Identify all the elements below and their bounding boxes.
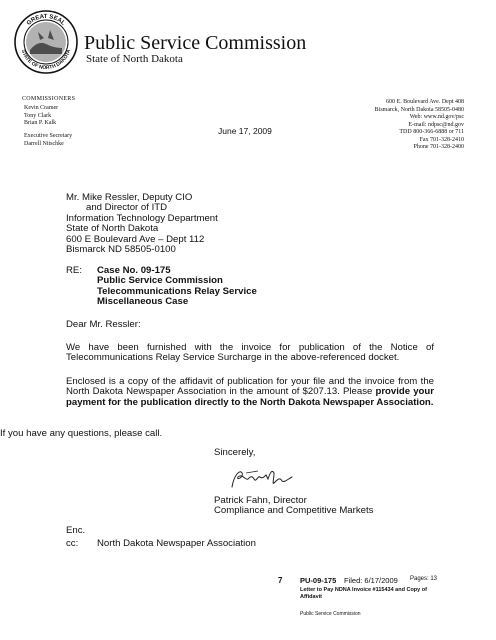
org-subtitle: State of North Dakota — [86, 53, 183, 65]
recipient-line: Information Technology Department — [66, 212, 218, 224]
state-seal-logo — [14, 10, 78, 74]
commissioners-heading: COMMISSIONERS — [22, 96, 76, 102]
address-line: Phone 701-328-2400 — [413, 144, 464, 150]
signer-title: Compliance and Competitive Markets — [214, 505, 374, 517]
stamp-description: Letter to Pay NDNA Invoice #115434 and Copy of Affidavit — [300, 587, 427, 600]
handwritten-signature — [228, 465, 298, 493]
re-line: Public Service Commission — [97, 275, 223, 287]
body-paragraph: We have been furnished with the invoice for publication of the Notice of Telecommunications Relay Service Surcharge in the above-referenced docket. — [66, 342, 434, 364]
address-line: Web: www.nd.gov/psc — [409, 114, 464, 120]
signer-block — [214, 496, 373, 517]
stamp-footer: Public Service Commission — [300, 611, 361, 617]
recipient-line: Bismarck ND 58505-0100 — [66, 244, 176, 256]
enclosure-note: Enc. — [66, 525, 86, 536]
seal-text-top: GREAT SEAL — [26, 13, 66, 27]
stamp-page-count: Pages: 13 — [410, 576, 438, 582]
address-line: 600 E. Boulevard Ave. Dept 408 — [385, 99, 464, 105]
salutation: Dear Mr. Ressler: — [66, 319, 141, 330]
re-subject-block — [97, 266, 257, 308]
recipient-line: State of North Dakota — [66, 223, 159, 235]
cc-recipient: North Dakota Newspaper Association — [97, 538, 256, 549]
paragraph-text: Enclosed is a copy of the affidavit of publication for your file and the invoice from the North Dakota Newspaper Association in the amount of $207.13. Please — [66, 376, 434, 398]
signer-name: Patrick Fahn, Director — [214, 495, 307, 506]
address-line: Fax 701-328-2410 — [419, 136, 464, 143]
address-line: Bismarck, North Dakota 58505-0480 — [374, 106, 464, 113]
re-line: Miscellaneous Case — [97, 296, 189, 308]
re-line: Case No. 09-175 — [97, 265, 171, 276]
recipient-block — [66, 193, 218, 255]
recipient-line: Mr. Mike Ressler, Deputy CIO — [66, 192, 193, 203]
recipient-line: and Director of ITD — [86, 202, 168, 214]
seal-text-bottom: STATE OF NORTH DAKOTA — [19, 48, 73, 72]
commissioner-name: Kevin Cramer — [24, 105, 59, 111]
re-line: Telecommunications Relay Service — [97, 285, 257, 297]
commissioner-name: Tony Clark — [24, 112, 52, 119]
address-line: TDD 800-366-6888 or 711 — [399, 129, 464, 135]
address-block — [375, 99, 464, 152]
cc-label: cc: — [66, 538, 79, 549]
body-paragraph: If you have any questions, please call. — [0, 428, 163, 439]
paragraph-bold-text: provide your payment for the publication directly to the North Dakota Newspaper Association. — [66, 386, 434, 408]
closing: Sincerely, — [214, 447, 256, 458]
org-name: Public Service Commission — [84, 32, 307, 54]
page-number: 7 — [278, 576, 283, 585]
stamp-filed-date: Filed: 6/17/2009 — [344, 576, 398, 585]
letter-date: June 17, 2009 — [218, 126, 272, 136]
stamp-case-number: PU-09-175 — [300, 576, 337, 585]
body-paragraph — [66, 377, 434, 408]
address-line: E-mail: ndpsc@nd.gov — [408, 121, 464, 128]
exec-name: Darrell Nitschke — [24, 140, 64, 147]
commissioners-list — [24, 105, 58, 128]
re-label: RE: — [66, 265, 82, 276]
commissioner-name: Brian P. Kalk — [24, 120, 57, 126]
recipient-line: 600 E Boulevard Ave – Dept 112 — [66, 233, 205, 245]
executive-secretary — [24, 133, 72, 148]
exec-title: Executive Secretary — [24, 133, 73, 139]
